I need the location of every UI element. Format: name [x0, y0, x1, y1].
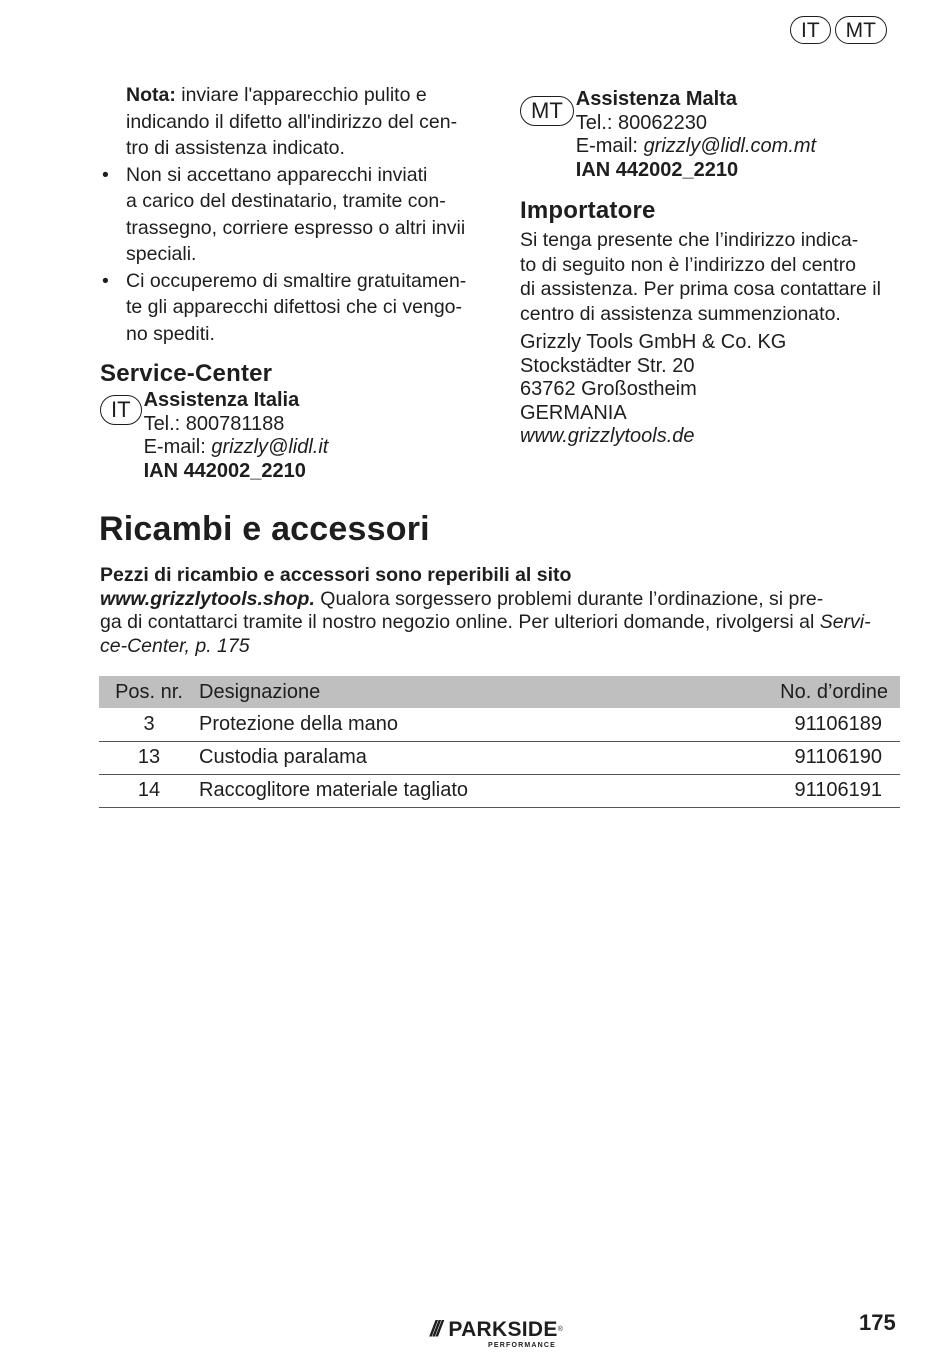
table-row: [99, 708, 900, 741]
intro-line-1: Pezzi di ricambio e accessori sono reperibili al sito: [100, 564, 572, 586]
page-number: 175: [859, 1310, 896, 1335]
note-line-1: inviare l'apparecchio pulito e: [175, 84, 427, 106]
spare-parts-heading: Ricambi e accessori: [99, 510, 430, 548]
parkside-logo: [430, 1318, 563, 1349]
cell-designation: Raccoglitore materiale tagliato: [199, 774, 750, 807]
importer-line: to di seguito non è l’indirizzo del centro: [520, 253, 857, 276]
intro-line-3: ga di contattarci tramite il nostro negozio online. Per ulteriori domande, rivolgersi al: [100, 611, 820, 633]
importer-note: [520, 228, 900, 326]
cell-pos: 14: [99, 774, 199, 807]
service-title: Assistenza Italia: [143, 389, 300, 411]
address-line: 63762 Großostheim: [520, 378, 697, 400]
cell-pos: 13: [99, 741, 199, 774]
cell-order-no: 91106190: [750, 741, 900, 774]
note-line-2: indicando il difetto all'indirizzo del cen-: [126, 110, 458, 133]
language-badges: [790, 16, 887, 44]
logo-subtitle: PERFORMANCE: [488, 1342, 557, 1349]
bullet-line: trassegno, corriere espresso o altri invii: [126, 216, 466, 239]
service-ian: IAN 442002_2210: [575, 158, 739, 181]
col-header-order-no: No. d’ordine: [750, 676, 900, 708]
bullet-line: speciali.: [126, 243, 197, 265]
bullet-line: • Non si accettano apparecchi inviati: [126, 163, 428, 186]
cell-order-no: 91106189: [750, 708, 900, 741]
cell-order-no: 91106191: [750, 774, 900, 807]
importer-line: Si tenga presente che l’indirizzo indica-: [520, 229, 859, 251]
website-link[interactable]: www.grizzlytools.de: [520, 425, 695, 447]
logo-name: PARKSIDE: [448, 1317, 558, 1341]
bullet-line: a carico del destinatario, tramite con-: [126, 190, 446, 212]
bullet-line: no spediti.: [126, 322, 215, 345]
lang-badge-mt: MT: [835, 16, 887, 44]
importer-address: [520, 331, 900, 449]
cell-pos: 3: [99, 708, 199, 741]
country-badge-mt: MT: [520, 96, 574, 126]
spare-parts-intro: [100, 564, 900, 658]
service-email: grizzly@lidl.it: [211, 436, 329, 458]
shop-link[interactable]: www.grizzlytools.shop.: [100, 587, 315, 610]
note-line-3: tro di assistenza indicato.: [126, 137, 345, 159]
service-center-heading: Service-Center: [100, 360, 273, 387]
bullet-line: • Ci occuperemo di smaltire gratuitamen-: [126, 269, 467, 292]
bullet-line: te gli apparecchi difettosi che ci vengo-: [126, 296, 463, 318]
logo-slashes-icon: ///: [430, 1316, 440, 1341]
importer-heading: Importatore: [520, 197, 656, 224]
service-title: Assistenza Malta: [575, 88, 737, 110]
col-header-designation: Designazione: [199, 676, 750, 708]
registered-mark: ®: [557, 1325, 563, 1333]
spare-parts-table: [99, 676, 900, 808]
address-line: GERMANIA: [520, 401, 627, 424]
bullet-item: [100, 162, 485, 268]
note-label: Nota:: [126, 84, 176, 106]
service-malta: [520, 88, 900, 182]
left-column: [100, 82, 485, 483]
email-label: E-mail:: [575, 135, 644, 157]
intro-line-2: Qualora sorgessero problemi durante l’ordinazione, si pre-: [314, 587, 824, 610]
service-email: grizzly@lidl.com.mt: [643, 135, 817, 157]
cell-designation: Custodia paralama: [199, 741, 750, 774]
lang-badge-it: IT: [790, 16, 831, 44]
bullet-list: [100, 162, 485, 348]
table-row: [99, 741, 900, 774]
col-header-pos: Pos. nr.: [99, 676, 199, 708]
right-column: [520, 88, 900, 449]
note-paragraph: [100, 82, 485, 162]
bullet-item: [100, 268, 485, 348]
service-italia: [100, 389, 485, 483]
address-line: Grizzly Tools GmbH & Co. KG: [520, 331, 787, 353]
address-line: Stockstädter Str. 20: [520, 354, 695, 377]
cell-designation: Protezione della mano: [199, 708, 750, 741]
table-header-row: [99, 676, 900, 708]
table-row: [99, 774, 900, 807]
service-ian: IAN 442002_2210: [143, 459, 306, 482]
service-ref-1: Servi-: [819, 611, 871, 633]
service-tel: Tel.: 800781188: [143, 412, 285, 435]
importer-line: centro di assistenza summenzionato.: [520, 302, 841, 325]
email-label: E-mail:: [143, 436, 212, 458]
service-ref-2: ce-Center, p. 175: [100, 634, 250, 657]
service-tel: Tel.: 80062230: [575, 111, 707, 134]
country-badge-it: IT: [100, 395, 142, 425]
importer-line: di assistenza. Per prima cosa contattare il: [520, 278, 881, 300]
